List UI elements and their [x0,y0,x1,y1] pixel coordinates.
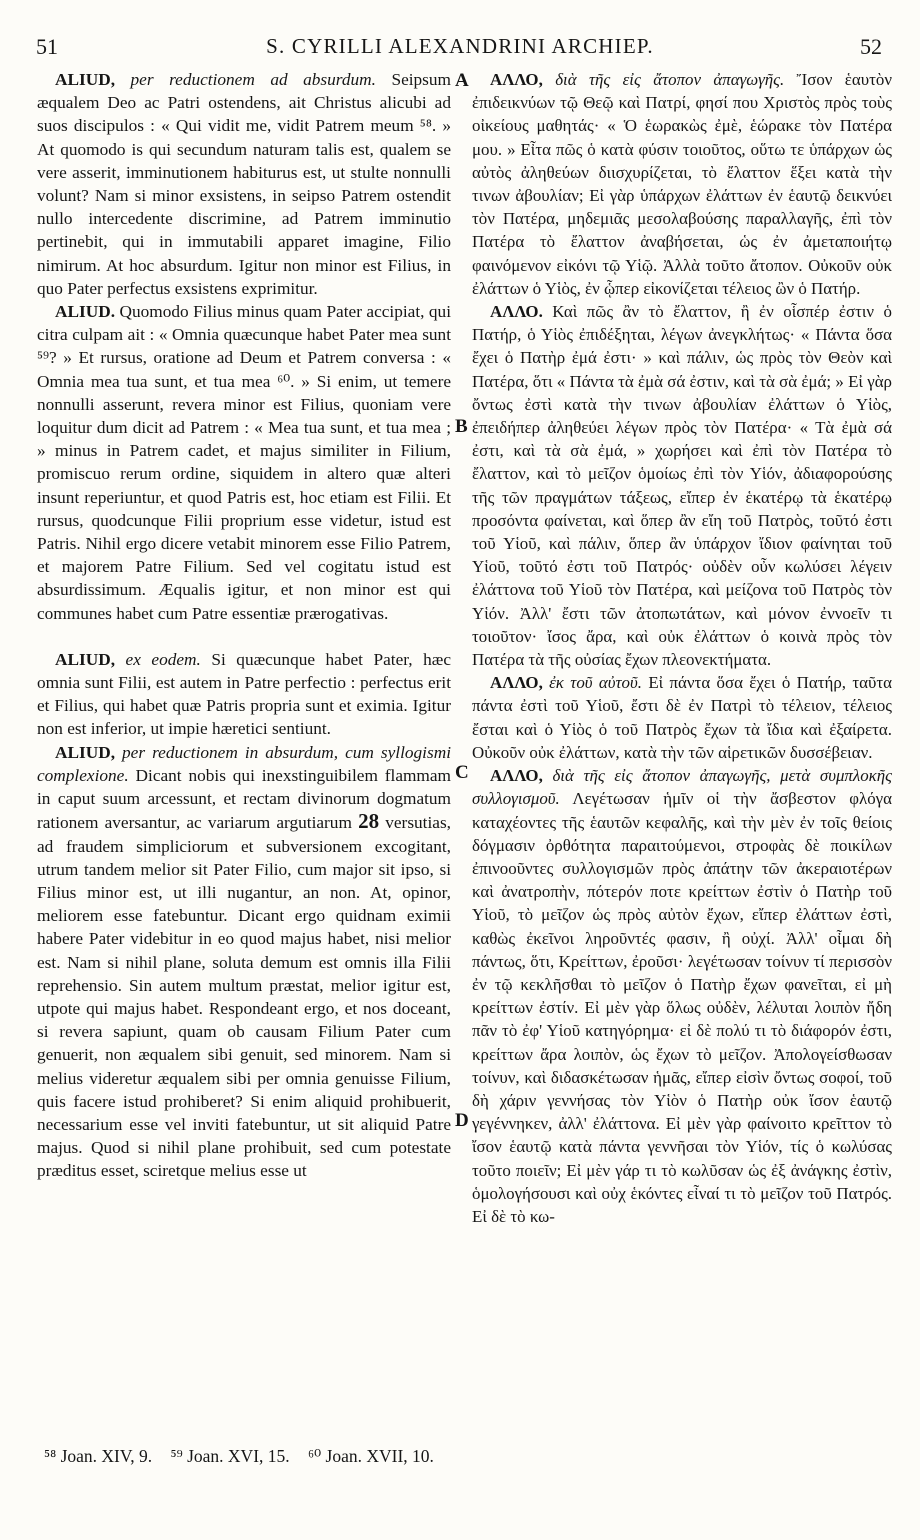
section-label: ALIUD, [55,70,116,89]
running-title: S. CYRILLI ALEXANDRINI ARCHIEP. [266,34,654,58]
paragraph-text: Καὶ πῶς ἂν τὸ ἔλαττον, ἢ ἐν οἷσπέρ ἐστιν ὁ Πατήρ, ὁ Υἱὸς ἐπιδέξηται, λέγων ἀνεγκλήτως· « Πάντα ὅσα ἔχει ὁ Πατὴρ ἐμά ἐστι· » καὶ πάλιν, ὡς πρὸς τὸν Θεὸν καὶ Πατέρα, ὅτι « Πάντα τὰ ἐμὰ σά ἐστιν, καὶ τὰ σὰ ἐμά; » Εἰ γὰρ ὄντως ἐστὶ κατὰ τὴν τινων ἀβουλίαν ἐλάττων ὁ Υἱὸς, ἐπειδήπερ ἀληθεύει λέγων πρὸς τὸν Πατέρα· « Τὰ ἐμὰ σά ἐστι, καὶ τὰ σὰ ἐμά, » χωρήσει καὶ ἐπὶ τὸν Πατέρα τὸ ἔλαττον, καὶ τὸ μεῖζον ὁμοίως ἐπὶ τὸν Υἱόν, ἀδιαφορούσης τῆς τῶν πραγμάτων τάξεως, εἴπερ ἐν ἑκατέρῳ τὰ ἑκατέρῳ προσόντα φαίνεται, καὶ ὅπερ ἂν εἴη τοῦ Πατρὸς, τοῦτό ἐστι τοῦ Υἱοῦ, καὶ πάλιν, ὅπερ ἂν ὑπάρχον ἴδιον φαίνηται τοῦ Υἱοῦ, τοῦτό ἐστι τοῦ Πατρός· οὐδὲν οὖν κωλύσει λέγειν ἐλάττονα τοῦ Υἱοῦ τὸν Πατέρα, καὶ μείζονα τοῦ Πατρὸς τὸν Υἱόν. Ἀλλ' ἔστι τῶν ἀτοπωτάτων, καὶ μόνον ἐννοεῖν τι τοιοῦτον· ἴσος ἄρα, καὶ οὐκ ἐλάττων ὁ κοινὰ πρὸς τὸν Πατέρα τὰ τῆς οὐσίας ἔχων πλεονεκτήματα. [472,302,892,670]
section-title: per reductionem in absurdum, cum syllogismi complexione. [37,742,451,785]
folio-marker: 28 [358,809,380,834]
latin-column [37,68,451,1183]
margin-letter-b: B [455,416,468,437]
paragraph-text: Εἰ πάντα ὅσα ἔχει ὁ Πατήρ, ταῦτα πάντα ἐστὶ τοῦ Υἱοῦ, ἔστι δὲ ἐν Πατρὶ τὸ τέλειον, τέλειος ἔσται καὶ ὁ Υἱὸς ὁ τοῦ Πατρὸς ἔχων τὰ ἴδια καὶ ἐξαίρετα. Οὐκοῦν οὐκ ἐλάττων, κατὰ τὴν τῶν αἱρετικῶν δυσσέβειαν. [472,673,892,762]
margin-letter-c: C [455,762,469,783]
section-title: διὰ τῆς εἰς ἄτοπον ἀπαγωγῆς. [555,70,785,89]
section-label: ΑΛΛΟ, [490,766,543,786]
latin-paragraph-2 [37,300,451,625]
page-number-left: 51 [36,34,58,59]
paragraph-text: Λεγέτωσαν ἡμῖν οἱ τὴν ἄσβεστον φλόγα καταχέοντες τῆς ἑαυτῶν κεφαλῆς, καὶ τὴν μὲν ἐν τοῖς θείοις δόγμασιν ὀρθότητα παραιτούμενοι, στροφὰς δὲ ποικίλων ἐπινοοῦντες συλλογισμῶν πρὸς ἀπάτην τῶν ἀκεραιοτέρων καὶ ἀνατροπὴν, πότερόν ποτε κρείττων ἐστὶν ὁ Πατὴρ τοῦ Υἱοῦ, τὸ μεῖζον ὡς πρὸς αὐτὸν ἔχων, εἴπερ ἐλάττων ἐστὶ, καθὼς ἐκεῖνοι ληροῦντές φασιν, ἢ οὐχί. Ἀλλ' οἶμαι δὴ πάντως, ὅτι, Κρείττων, ἐροῦσι· λεγέτωσαν τοίνυν τί περισσὸν ἐν τῷ κεκλῆσθαι τὸ μεῖζον ὁ Πατὴρ ἔχων φανεῖται, εἰ μὴ κρείττων ἐστίν. Εἰ μὲν γὰρ ὅλως οὐδὲν, λέλυται λοιπὸν ἤδη πᾶν τὸ ἐφ' Υἱοῦ κατηγόρημα· εἰ δὲ πολύ τι τὸ διάφορόν ἐστι, κρείττων ἄρα λοιπὸν, ὡς ἔχων τὸ μεῖζον. Ἀπολογείσθωσαν τοίνυν, καὶ διδασκέτωσαν ἡμᾶς, εἴπερ εἰσὶν ὄντως σοφοί, τοῦ δὴ χάριν γεννήσας τὸν Υἱὸν ὁ Πατὴρ οὐκ ἴσον ἑαυτῷ γεγέννηκεν, ἀλλ' ἐλάττονα. Εἰ μὲν γὰρ φαίνοιτο κρεῖττον τὸ ἴσον ἑαυτῷ κατὰ πάντα γεννῆσαι τὸν Υἱόν, τίς ὁ κωλύσας τοῦτο ποιεῖν; Εἰ μὲν γάρ τι τὸ κωλῦσαν ὡς ἐξ ἀνάγκης ἐστὶν, ὁμολογήσουσι καὶ οὐχ ἑκόντες εἶναί τι τὸ μεῖζον τοῦ Πατρός. Εἰ δὲ τὸ κω- [472,789,892,1226]
latin-paragraph-4 [37,741,451,1183]
paragraph-text: Seipsum æqualem Deo ac Patri ostendens, ait Christus alicubi ad suos discipulos : « Qui vidit me, vidit Patrem meum ⁵⁸. » At quomodo is qui secundum naturam talis est, qualem se vere asserit, imminutionem habiturus est, ut stulte nonnulli volunt? Nam si minor exsistens, in seipso Patrem ostendit nullo intercedente discrimine, ad Patrem imminutio pertinebit, qui in immutabili apparet imagine, Filio nimirum. At hoc absurdum. Igitur non minor est Filius, in quo Pater perfectus exsistens exprimitur. [37,70,451,298]
section-title: διὰ τῆς εἰς ἄτοπον ἀπαγωγῆς, μετὰ συμπλοκῆς συλλογισμοῦ. [472,766,892,809]
section-title: per reductionem ad absurdum. [130,70,376,89]
paragraph-text: Si quæcunque habet Pater, hæc omnia sunt Filii, est autem in Patre perfectio : perfectus erit et Filius, qui habet quæ Patris propria sunt et eximia. Igitur non est inferior, ut impie hæretici sentiunt. [37,649,451,739]
greek-paragraph-3 [472,671,892,764]
section-title: ἐκ τοῦ αὐτοῦ. [549,673,642,693]
paragraph-text: versutias, ad fraudem simpliciorum et subversionem excogitant, utrum tandem melior sit Pater Filio, cum major sit ipso, si Filius minor est, ut illi nugantur, an non. At, opinor, meliorem esse fatebuntur. Dicant ergo quidnam eximii habere Pater videbitur in eo quod majus habet, nisi melior est. Nam si nihil plane, soluta demum est omnis illa Filii reprehensio. Sin autem multum præstat, melior igitur est, utpote qui majus habet. Respondeant ergo, et nos doceant, si revera sapiunt, quam ob causam Filium Pater cum genuerit, non æqualem sibi genuit, sed minorem. Nam si melius videretur æqualem sibi per omnia genuisse Filium, quis facere istud prohiberet? Si enim aliquid prohibuerit, necessarium esse vel inviti fatebuntur, ut sit aliquid Patre majus. Quod si nihil plane prohibuit, sed cum potestate præditus esset, sciretque melius esse ut [37,813,451,1181]
paragraph-text: Quomodo Filius minus quam Pater accipiat, qui citra culpam ait : « Omnia quæcunque habet Pater mea sunt ⁵⁹? » Et rursus, oratione ad Deum et Patrem conversa : « Omnia mea tua sunt, et tua mea ⁶⁰. » Si enim, ut temere nonnulli asserunt, revera minor est Filius, quoniam vere loquitur dum dicit ad Patrem : « Mea tua sunt, et tua mea ; » minus in Patrem cadet, et majus similiter in Filium, promiscuo rerum ordine, siquidem in altero quæ alteri insunt reperiuntur, et quod Patris est, hoc etiam est Filii. Et rursus, quodcunque Filii proprium esse videtur, istud est Patris. Nihil ergo dicere vetabit minorem esse Filio Patrem, et majorem Patre Filium. Sed vel cogitatu istud est absurdissimum. Æqualis igitur, et non minor est qui communes habet cum Patre essentiæ prærogativas. [37,302,451,623]
latin-paragraph-1 [37,68,451,300]
page-number-right: 52 [860,34,882,59]
section-label: ALIUD, [55,649,116,669]
section-label: ΑΛΛΟ, [490,673,543,693]
footnote: ⁵⁸ Joan. XIV, 9. [44,1446,153,1466]
section-label: ALIUD, [55,742,116,762]
paragraph-text: Dicant nobis qui inexstinguibilem flammam in caput suum arcessunt, et rectam divinorum dogmatum rationem aversantur, ac variarum argutiarum [37,765,451,833]
footnotes [44,1446,744,1467]
footnote: ⁵⁹ Joan. XVI, 15. [170,1446,290,1466]
section-title: ex eodem. [125,649,201,669]
greek-column [472,68,892,1228]
paragraph-text: Ἴσον ἑαυτὸν ἐπιδεικνύων τῷ Θεῷ καὶ Πατρί, φησί που Χριστὸς πρὸς τοὺς οἰκείους μαθητάς· « Ὁ ἑωρακὼς ἐμὲ, ἑώρακε τὸν Πατέρα μου. » Εἶτα πῶς ὁ κατὰ φύσιν τοιοῦτος, οὕτω τε ὑπάρχων ὡς αὐτὸς ἀληθεύων διισχυρίζεται, τὸ ἔλαττον ἕξει κατὰ τὴν τινων ἀβουλίαν; Εἰ γὰρ ὑπάρχων ἐλάττων ἐν ἑαυτῷ δεικνύει τὸν Πατέρα, μηδεμιᾶς μεσολαβούσης παραλλαγῆς, ἐπὶ τὸν Πατέρα τὸ ἔλαττον ἀναβήσεται, ὡς ἐν ἀμεταποιήτῳ φαινόμενον εἰκόνι τῷ Υἱῷ. Ἀλλὰ τοῦτο ἄτοπον. Οὐκοῦν οὐκ ἐλάττων ὁ Υἱὸς, ἐν ᾧπερ εἰκονίζεται τέλειος ὢν ὁ Πατήρ. [472,70,892,298]
greek-paragraph-2 [472,300,892,671]
greek-paragraph-4 [472,764,892,1228]
section-label: ALIUD. [55,302,116,322]
footnote: ⁶⁰ Joan. XVII, 10. [308,1446,434,1466]
greek-paragraph-1 [472,68,892,300]
section-label: ΑΛΛΟ. [490,302,543,322]
running-header [32,34,888,64]
margin-letter-a: A [455,70,469,91]
margin-letter-d: D [455,1110,469,1131]
section-label: ΑΛΛΟ, [490,70,543,89]
latin-paragraph-3 [37,648,451,741]
